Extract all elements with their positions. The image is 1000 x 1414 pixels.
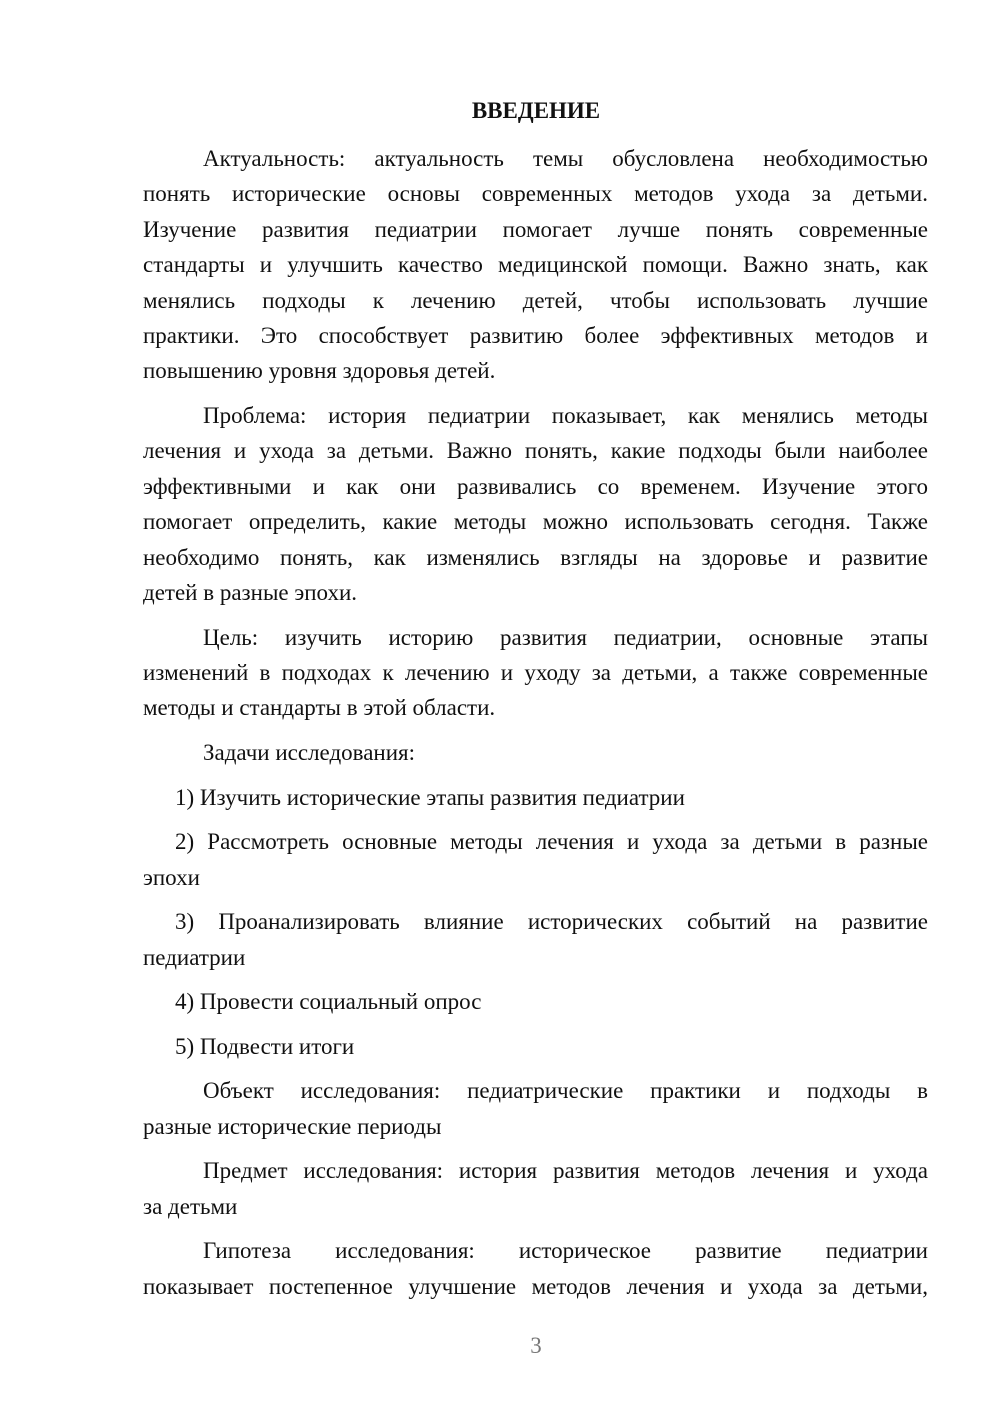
text-line: изменений в подходах к лечению и уходу за детьми, а также современные — [143, 660, 928, 686]
task-list-item — [143, 824, 928, 895]
paragraph — [143, 141, 928, 389]
text-line: 2) Рассмотреть основные методы лечения и ухода за детьми в разные — [175, 829, 928, 855]
text-line: менялись подходы к лечению детей, чтобы использовать лучшие — [143, 287, 928, 313]
text-line: повышению уровня здоровья детей. — [143, 358, 496, 384]
text-line: Гипотеза исследования: историческое развитие педиатрии — [203, 1238, 928, 1264]
text-line: эффективными и как они развивались со временем. Изучение этого — [143, 473, 928, 499]
text-line: стандарты и улучшить качество медицинской помощи. Важно знать, как — [143, 252, 928, 278]
paragraph — [143, 620, 928, 726]
text-line: разные исторические периоды — [143, 1113, 442, 1139]
text-line: 3) Проанализировать влияние исторических событий на развитие — [175, 909, 928, 935]
text-line: помогает определить, какие методы можно использовать сегодня. Также — [143, 509, 928, 535]
task-list-item — [143, 1029, 928, 1064]
page-number: 3 — [530, 1333, 542, 1358]
text-line: Задачи исследования: — [203, 740, 416, 766]
text-line: необходимо понять, как изменялись взгляды на здоровье и развитие — [143, 544, 928, 570]
text-line: методы и стандарты в этой области. — [143, 695, 496, 721]
task-list-item — [143, 780, 928, 815]
task-list-item — [143, 984, 928, 1019]
text-line: практики. Это способствует развитию более эффективных методов и — [143, 323, 928, 349]
text-line: Предмет исследования: история развития методов лечения и ухода — [203, 1158, 928, 1184]
text-line: лечения и ухода за детьми. Важно понять, какие подходы были наиболее — [143, 438, 928, 464]
text-line: Изучение развития педиатрии помогает лучше понять современные — [143, 216, 928, 242]
paragraph — [143, 1153, 928, 1224]
text-line: 1) Изучить исторические этапы развития педиатрии — [175, 784, 685, 810]
section-title: ВВЕДЕНИЕ — [471, 98, 601, 123]
paragraph — [143, 398, 928, 610]
paragraph — [143, 1073, 928, 1144]
text-line: Цель: изучить историю развития педиатрии, основные этапы — [203, 624, 928, 650]
text-line: Объект исследования: педиатрические практики и подходы в — [203, 1078, 928, 1104]
paragraph — [143, 735, 928, 770]
paragraph — [143, 1233, 928, 1304]
text-line: педиатрии — [143, 944, 246, 970]
text-line: показывает постепенное улучшение методов лечения и ухода за детьми, — [143, 1273, 928, 1299]
text-line: Проблема: история педиатрии показывает, как менялись методы — [203, 403, 928, 429]
text-line: за детьми — [143, 1193, 238, 1219]
document-body — [143, 141, 928, 1313]
text-line: эпохи — [143, 864, 200, 890]
text-line: понять исторические основы современных методов ухода за детьми. — [143, 181, 928, 207]
text-line: Актуальность: актуальность темы обусловлена необходимостью — [203, 146, 928, 171]
text-line: 5) Подвести итоги — [175, 1033, 355, 1059]
task-list-item — [143, 904, 928, 975]
text-line: 4) Провести социальный опрос — [175, 989, 482, 1015]
text-line: детей в разные эпохи. — [143, 580, 358, 606]
